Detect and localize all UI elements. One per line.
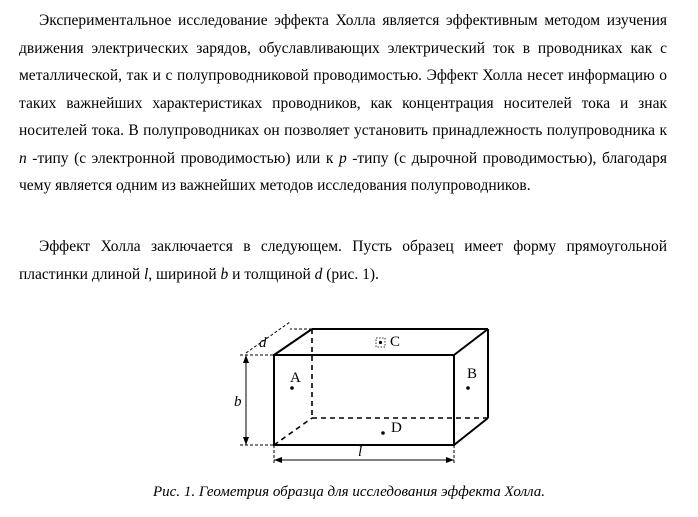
paragraph-text: -типу (с дырочной проводимостью), благодаря чему является одним из важнейших методов исследования полупроводников.: [19, 149, 667, 194]
label-dimension-l: l: [358, 444, 363, 460]
paragraph-text: и толщиной: [228, 265, 315, 283]
bottom-right-edge: [454, 418, 488, 445]
point-a-dot: [290, 386, 294, 390]
dimension-l: [274, 445, 454, 465]
box-outline: [274, 329, 488, 445]
label-dimension-b: b: [234, 394, 242, 410]
label-point-b: B: [467, 366, 478, 382]
variable-b: b: [220, 265, 229, 283]
label-point-d: D: [391, 420, 402, 436]
paragraph-intro: [19, 7, 667, 200]
variable-d: d: [314, 265, 323, 283]
figure-caption: Рис. 1. Геометрия образца для исследования эффекта Холла.: [153, 484, 545, 500]
label-point-a: A: [290, 370, 301, 386]
hidden-edges: [274, 329, 488, 445]
point-d-dot: [381, 431, 385, 435]
label-point-c: C: [390, 334, 401, 350]
label-dimension-d: d: [259, 335, 267, 351]
paragraph-text: -типу (с электронной проводимостью) или к: [26, 149, 339, 167]
point-c-dot: [379, 341, 382, 344]
paragraph-text: Эффект Холла заключается в следующем. Пусть образец имеет форму прямоугольной пластинки длиной: [19, 238, 667, 283]
hidden-bottom-left-edge: [274, 418, 312, 445]
arrow-l-right: [446, 457, 454, 463]
top-right-edge: [454, 329, 488, 355]
arrow-b-top: [243, 355, 249, 363]
dimension-d: [246, 322, 312, 353]
variable-p: p: [338, 149, 347, 167]
dimension-b: [240, 355, 274, 445]
point-b-dot: [466, 386, 470, 390]
variable-l: l: [143, 265, 149, 283]
arrow-b-bottom: [243, 437, 249, 445]
variable-n: n: [19, 149, 27, 167]
paragraph-definition: [19, 233, 667, 288]
paragraph-text: Экспериментальное исследование эффекта Холла является эффективным методом изучения движения электрических зарядов, обуславливающих электрический ток в проводниках как с металлической, так и с полупроводниковой проводимостью. Эффект Холла несет информацию о таких важнейших характеристиках проводников, как концентрация носителей тока и знак носителей тока. В полупроводниках он позволяет установить принадлежность полупроводника к: [19, 12, 667, 139]
front-face: [274, 355, 454, 445]
paragraph-text: (рис. 1).: [322, 265, 379, 283]
top-left-edge: [274, 329, 312, 355]
arrow-l-left: [274, 457, 282, 463]
paragraph-text: , шириной: [148, 265, 221, 283]
sample-geometry-figure: [230, 320, 510, 470]
